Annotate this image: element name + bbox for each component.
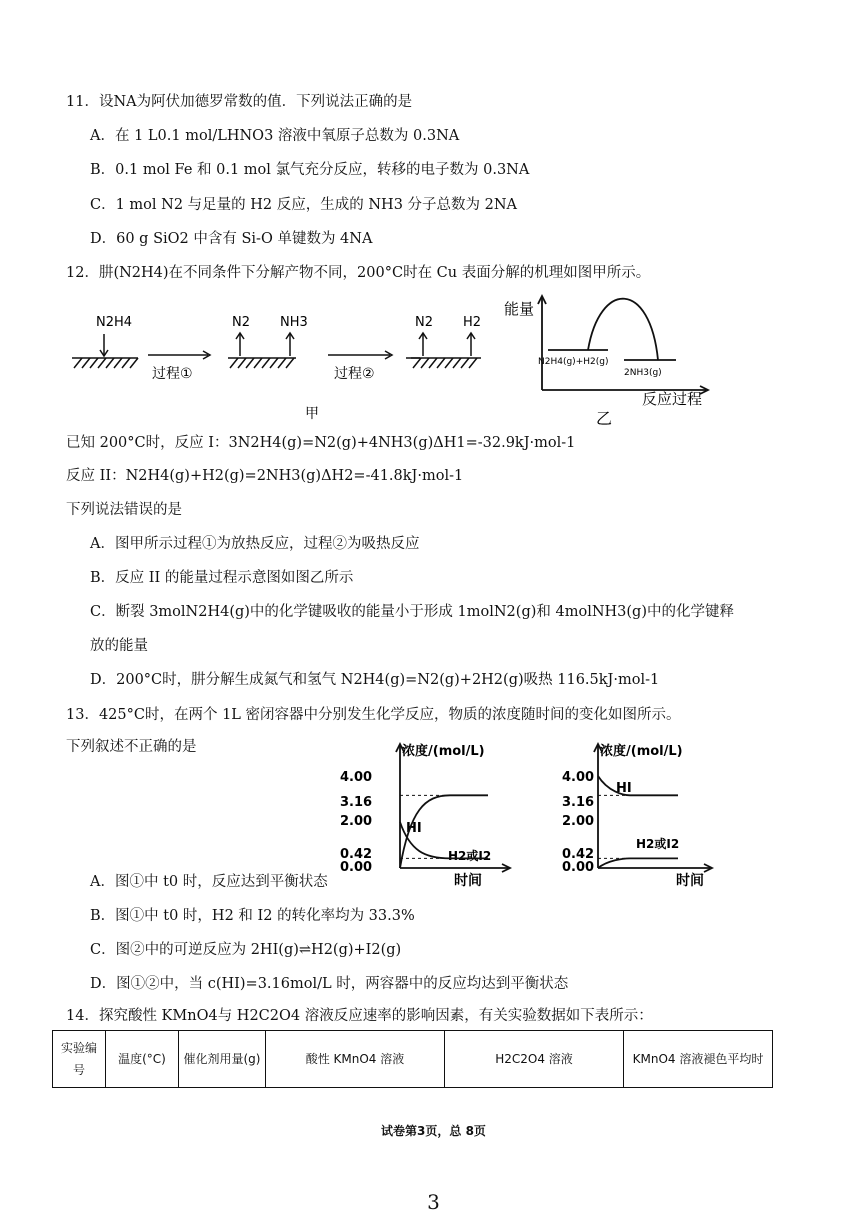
g2-tick-0: 0.00 — [562, 860, 595, 875]
g2-tick-316: 3.16 — [562, 795, 595, 810]
label-step2: 过程② — [334, 366, 375, 382]
q14-table — [52, 1030, 773, 1088]
q13-option-a: A．图①中 t0 时，反应达到平衡状态 — [90, 874, 328, 890]
q11-stem: 11．设NA为阿伏加德罗常数的值．下列说法正确的是 — [66, 94, 413, 110]
q11-option-a: A．在 1 L0.1 mol/LHNO3 溶液中氧原子总数为 0.3NA — [90, 128, 460, 144]
caption-yi: 乙 — [596, 409, 613, 428]
q12-known-2: 反应 II：N2H4(g)+H2(g)=2NH3(g)ΔH2=-41.8kJ·mol-1 — [66, 468, 464, 484]
q12-option-c-line1: C．断裂 3molN2H4(g)中的化学键吸收的能量小于形成 1molN2(g)和 4molNH3(g)中的化学键释 — [90, 604, 734, 620]
figure-jia — [60, 300, 420, 425]
page-footer: 试卷第3页，总 8页 — [381, 1124, 486, 1138]
q13-stem: 13．425°C时，在两个 1L 密闭容器中分别发生化学反应，物质的浓度随时间的变化如图所示。 — [66, 707, 681, 723]
series-line-hi — [598, 776, 678, 795]
th-catalyst: 催化剂用量(g) — [179, 1031, 266, 1088]
q12-option-b: B．反应 II 的能量过程示意图如图乙所示 — [90, 570, 354, 586]
label-n2h4: N2H4 — [96, 315, 133, 330]
g2-tick-2: 2.00 — [562, 814, 595, 829]
g1-tick-2: 2.00 — [340, 814, 373, 829]
q11-option-c: C．1 mol N2 与足量的 H2 反应，生成的 NH3 分子总数为 2NA — [90, 197, 518, 213]
q12-option-c-line2: 放的能量 — [90, 638, 148, 654]
label-h2: H2 — [463, 315, 482, 330]
th-kmno4: 酸性 KMnO4 溶液 — [266, 1031, 445, 1088]
label-n2-1: N2 — [232, 315, 250, 330]
g2-tick-4: 4.00 — [562, 770, 595, 785]
q13-option-d: D．图①②中，当 c(HI)=3.16mol/L 时，两容器中的反应均达到平衡状态 — [90, 976, 569, 992]
q12-option-d: D．200°C时，肼分解生成氮气和氢气 N2H4(g)=N2(g)+2H2(g)吸热 116.5kJ·mol-1 — [90, 672, 660, 688]
yi-products: 2NH3(g) — [624, 368, 662, 378]
q13-graph-2 — [560, 740, 740, 890]
g1-tick-4: 4.00 — [340, 770, 373, 785]
g1-label-hi: HI — [406, 821, 422, 836]
figure-jia-surface-3 — [405, 300, 495, 380]
label-nh3: NH3 — [280, 315, 308, 330]
caption-jia: 甲 — [305, 406, 319, 422]
q14-stem: 14．探究酸性 KMnO4与 H2C2O4 溶液反应速率的影响因素，有关实验数据如下表所示： — [66, 1008, 653, 1024]
g2-tick-042: 0.42 — [562, 847, 595, 862]
g1-xlabel: 时间 — [454, 873, 482, 889]
q13-graph-1 — [338, 740, 518, 890]
yi-ylabel: 能量 — [504, 300, 535, 318]
th-h2c2o4: H2C2O4 溶液 — [445, 1031, 624, 1088]
table-header-row — [53, 1031, 773, 1088]
g2-xlabel: 时间 — [676, 873, 704, 889]
th-temp: 温度(°C) — [106, 1031, 179, 1088]
page-number: 3 — [427, 1190, 440, 1214]
label-step1: 过程① — [152, 366, 193, 382]
th-fade-time: KMnO4 溶液褪色平均时 — [624, 1031, 773, 1088]
q13-option-c: C．图②中的可逆反应为 2HI(g)⇌H2(g)+I2(g) — [90, 942, 402, 958]
q13-ask: 下列叙述不正确的是 — [66, 739, 197, 755]
series-line-h2i2 — [598, 858, 678, 868]
yi-xlabel: 反应过程 — [642, 390, 703, 408]
g1-label-h2i2: H2或I2 — [448, 849, 492, 863]
q13-option-b: B．图①中 t0 时，H2 和 I2 的转化率均为 33.3% — [90, 908, 415, 924]
q11-option-d: D．60 g SiO2 中含有 Si-O 单键数为 4NA — [90, 231, 373, 247]
q12-stem: 12．肼(N2H4)在不同条件下分解产物不同，200°C时在 Cu 表面分解的机理如图甲所示。 — [66, 265, 651, 281]
g2-label-hi: HI — [616, 781, 632, 796]
q12-known-1: 已知 200°C时，反应 I：3N2H4(g)=N2(g)+4NH3(g)ΔH1=-32.9kJ·mol-1 — [66, 435, 576, 451]
g1-tick-316: 3.16 — [340, 795, 373, 810]
th-exp-no: 实验编号 — [53, 1031, 106, 1088]
g2-ylabel: 浓度/(mol/L) — [600, 744, 683, 759]
g2-label-h2i2: H2或I2 — [636, 837, 680, 851]
figure-yi — [500, 290, 720, 430]
q12-ask: 下列说法错误的是 — [66, 502, 182, 518]
q12-option-a: A．图甲所示过程①为放热反应，过程②为吸热反应 — [90, 536, 420, 552]
q11-option-b: B．0.1 mol Fe 和 0.1 mol 氯气充分反应，转移的电子数为 0.3NA — [90, 162, 530, 178]
g1-tick-0: 0.00 — [340, 860, 373, 875]
label-n2-2: N2 — [415, 315, 433, 330]
g1-tick-042: 0.42 — [340, 847, 373, 862]
yi-reactants: N2H4(g)+H2(g) — [538, 357, 609, 367]
g1-ylabel: 浓度/(mol/L) — [402, 744, 485, 759]
